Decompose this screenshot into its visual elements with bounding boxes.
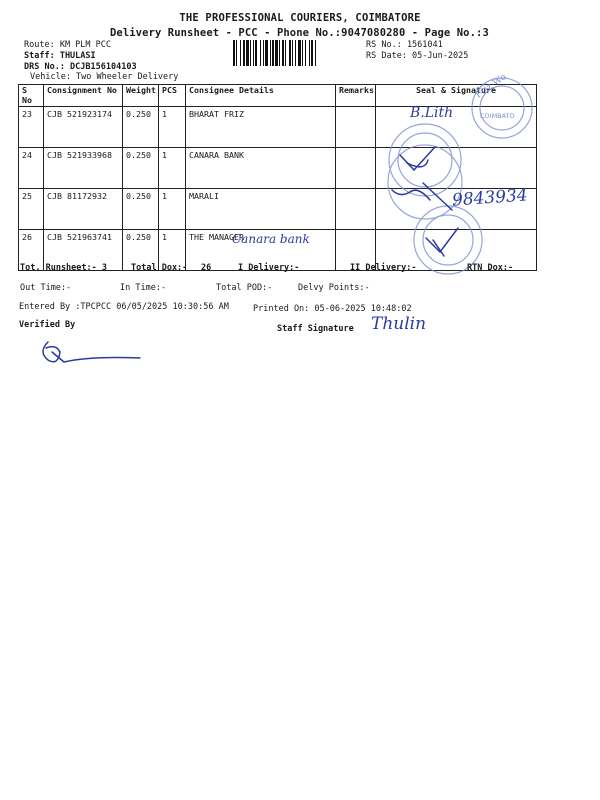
cell-sno: 24 (19, 148, 44, 189)
cell-pcs: 1 (159, 189, 186, 230)
seal-stamp-row26-inner (423, 215, 473, 265)
staff-handwritten-signature: Thulin (371, 314, 427, 334)
cell-pcs: 1 (159, 107, 186, 148)
cell-sno: 25 (19, 189, 44, 230)
delvy-points: Delvy Points:- (298, 283, 370, 293)
cell-pcs: 1 (159, 148, 186, 189)
cell-consignee: CANARA BANK (186, 148, 336, 189)
route-label: Route: KM PLM PCC (24, 40, 111, 50)
staff-label: Staff: THULASI (24, 51, 96, 61)
in-time: In Time:- (120, 283, 167, 293)
col-sno: S No (19, 85, 44, 107)
verified-by-label: Verified By (19, 320, 76, 330)
runsheet-subtitle: Delivery Runsheet - PCC - Phone No.:9047080280 - Page No.:3 (110, 27, 489, 39)
col-remarks: Remarks (336, 85, 376, 107)
col-consignment: Consignment No (44, 85, 123, 107)
printed-on: Printed On: 05-06-2025 10:48:02 (253, 304, 412, 314)
col-consignee: Consignee Details (186, 85, 336, 107)
col-pcs: PCS (159, 85, 186, 107)
staff-signature-label: Staff Signature (277, 324, 354, 334)
cell-consignment: CJB 521963741 (44, 230, 123, 271)
rtn-dox: RTN Dox:- (467, 263, 514, 273)
out-time: Out Time:- (20, 283, 72, 293)
tick-mark-row26 (426, 228, 458, 252)
handwritten-note-row26: Canara bank (232, 232, 310, 246)
cell-weight: 0.250 (123, 148, 159, 189)
total-pod: Total POD:- (216, 283, 273, 293)
handwritten-phone-row25: 9843934 (451, 185, 529, 211)
seal-stamp-row25 (388, 145, 462, 219)
cell-weight: 0.250 (123, 107, 159, 148)
seal-stamp-row24-inner (398, 133, 452, 187)
total-dox-label: Total Dox:- (131, 263, 188, 273)
rs-date: RS Date: 05-Jun-2025 (366, 51, 469, 61)
ii-delivery: II Delivery:- (350, 263, 417, 273)
rs-number: RS No.: 1561041 (366, 40, 443, 50)
col-seal-signature: Seal & Signature (376, 85, 537, 107)
cell-weight: 0.250 (123, 189, 159, 230)
tot-runsheet: Tot. Runsheet:- 3 (20, 263, 107, 273)
handwritten-signature-row23: B.Lith (410, 105, 454, 121)
cell-consignment: CJB 521933968 (44, 148, 123, 189)
verifier-signature (43, 342, 140, 362)
cell-pcs: 1 (159, 230, 186, 271)
col-weight: Weight (123, 85, 159, 107)
cell-consignee: BHARAT FRIZ (186, 107, 336, 148)
cell-consignee: THE MANAGER (186, 230, 336, 271)
cell-sno: 23 (19, 107, 44, 148)
ink-sign-row25 (392, 190, 430, 200)
cell-consignment: CJB 521923174 (44, 107, 123, 148)
company-title: THE PROFESSIONAL COURIERS, COIMBATORE (179, 12, 421, 24)
entered-by: Entered By :TPCPCC 06/05/2025 10:30:56 AM (19, 302, 229, 312)
cell-weight: 0.250 (123, 230, 159, 271)
stamp-text-top: Friz Wo (473, 72, 509, 101)
vehicle-label: Vehicle: Two Wheeler Delivery (30, 72, 179, 82)
drs-number: DRS No.: DCJB156104103 (24, 62, 137, 72)
total-dox-value: 26 (201, 263, 212, 273)
cell-consignee: MARALI (186, 189, 336, 230)
cell-consignment: CJB 81172932 (44, 189, 123, 230)
i-delivery: I Delivery:- (238, 263, 300, 273)
stamp-text-city: COIMBATO (480, 112, 515, 120)
cell-sno: 26 (19, 230, 44, 271)
